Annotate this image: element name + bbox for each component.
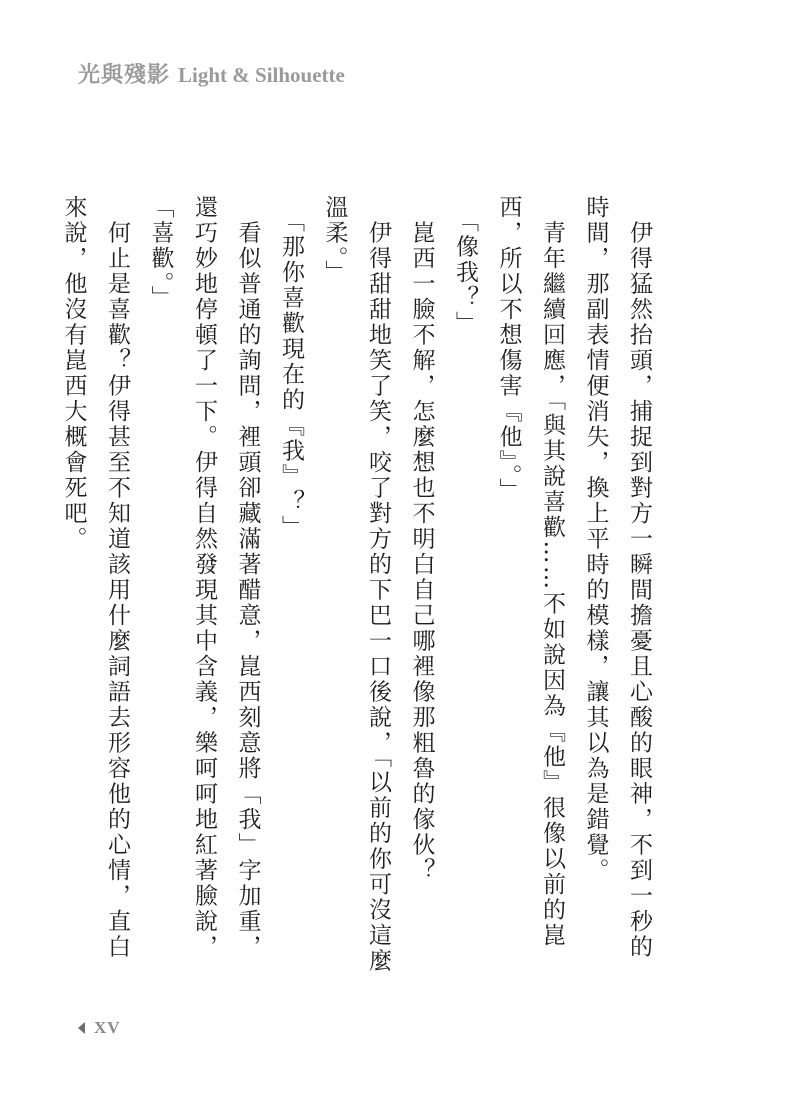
paragraph-8: 何止是喜歡？伊得甚至不知道該用什麼詞語去形容他的心情，直白來說，他沒有崑西大概會死吧。 <box>60 195 130 960</box>
paragraph-5: 伊得甜甜地笑了笑，咬了對方的下巴一口後說，「以前的你可沒這麼溫柔。」 <box>321 195 391 974</box>
triangle-left-icon <box>78 1022 85 1034</box>
page-number: XV <box>94 1018 121 1037</box>
vertical-body-text <box>60 195 660 975</box>
paragraph-3: 「像我？」 <box>452 195 478 337</box>
paragraph-4: 崑西一臉不解，怎麼想也不明白自己哪裡像那粗魯的傢伙？ <box>408 195 435 884</box>
page-footer <box>78 1018 121 1038</box>
paragraph-1: 伊得猛然抬頭，捕捉到對方一瞬間擔憂且心酸的眼神，不到一秒的時間，那副表情便消失，換上平時的模樣，讓其以為是錯覺。 <box>582 195 652 960</box>
paragraph-6: 「那你喜歡現在的『我』？」 <box>278 195 304 541</box>
running-header <box>78 58 345 94</box>
paragraph-2: 青年繼續回應，「與其說喜歡……不如說因為『他』很像以前的崑西，所以不想傷害『他』。」 <box>495 195 565 949</box>
book-title-english: Light & Silhouette <box>178 63 345 87</box>
paragraph-7: 看似普通的詢問，裡頭卻藏滿著醋意，崑西刻意將「我」字加重，還巧妙地停頓了一下。伊得自然發現其中含義，樂呵呵地紅著臉說，「喜歡。」 <box>147 195 261 960</box>
book-title-chinese: 光與殘影 <box>78 62 171 88</box>
